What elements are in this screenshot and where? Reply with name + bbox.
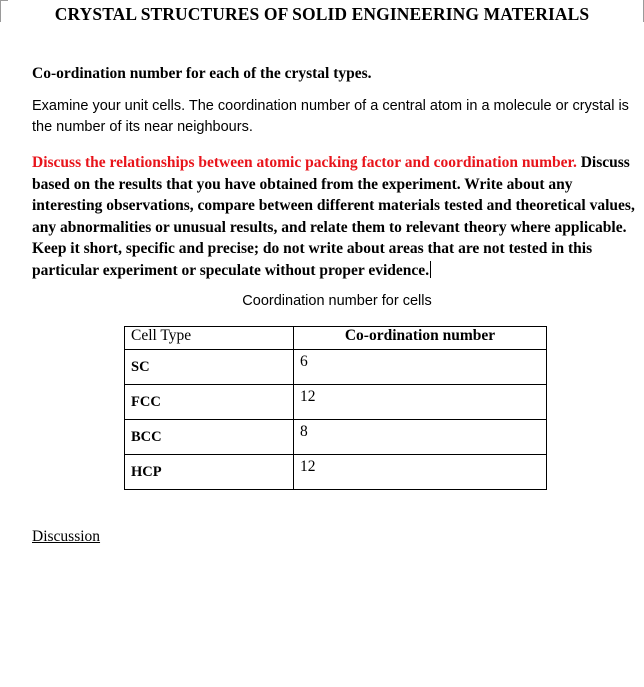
table-caption: Coordination number for cells	[242, 293, 432, 309]
intro-paragraph[interactable]: Examine your unit cells. The coordination number of a central atom in a molecule or crystal is the number of its near neighbours.	[32, 98, 629, 135]
coordination-table[interactable]	[124, 326, 547, 490]
table-row	[125, 420, 547, 455]
section-heading: Co-ordination number for each of the crystal types.	[32, 65, 372, 82]
table-header-row	[125, 327, 547, 350]
header-cell-type[interactable]: Cell Type	[125, 327, 294, 350]
coordination-value[interactable]: 6	[294, 350, 547, 385]
cell-type[interactable]: BCC	[125, 420, 294, 455]
text-cursor	[430, 261, 431, 278]
document-title: CRYSTAL STRUCTURES OF SOLID ENGINEERING MATERIALS	[54, 4, 590, 24]
header-coordination-number[interactable]: Co-ordination number	[294, 327, 547, 350]
cell-type[interactable]: HCP	[125, 455, 294, 490]
instructions-red-text: Discuss the relationships between atomic packing factor and coordination number.	[32, 154, 577, 171]
coordination-value[interactable]: 12	[294, 385, 547, 420]
table-row	[125, 455, 547, 490]
cell-type[interactable]: FCC	[125, 385, 294, 420]
coordination-value[interactable]: 8	[294, 420, 547, 455]
instructions-text: Discuss based on the results that you have obtained from the experiment. Write about any interesting observations, compare between different materials tested and theoretical values, any abnormalities or unusual results, and relate them to relevant theory where applicable. Keep it short, specific and precise; do not write about areas that are not tested in this particular experiment or speculate without proper evidence.	[32, 154, 635, 279]
cell-type[interactable]: SC	[125, 350, 294, 385]
page-corner-marker	[0, 0, 8, 1]
coordination-value[interactable]: 12	[294, 455, 547, 490]
discussion-heading: Discussion	[32, 528, 101, 545]
table-row	[125, 350, 547, 385]
table-row	[125, 385, 547, 420]
instructions-paragraph[interactable]	[32, 152, 638, 281]
